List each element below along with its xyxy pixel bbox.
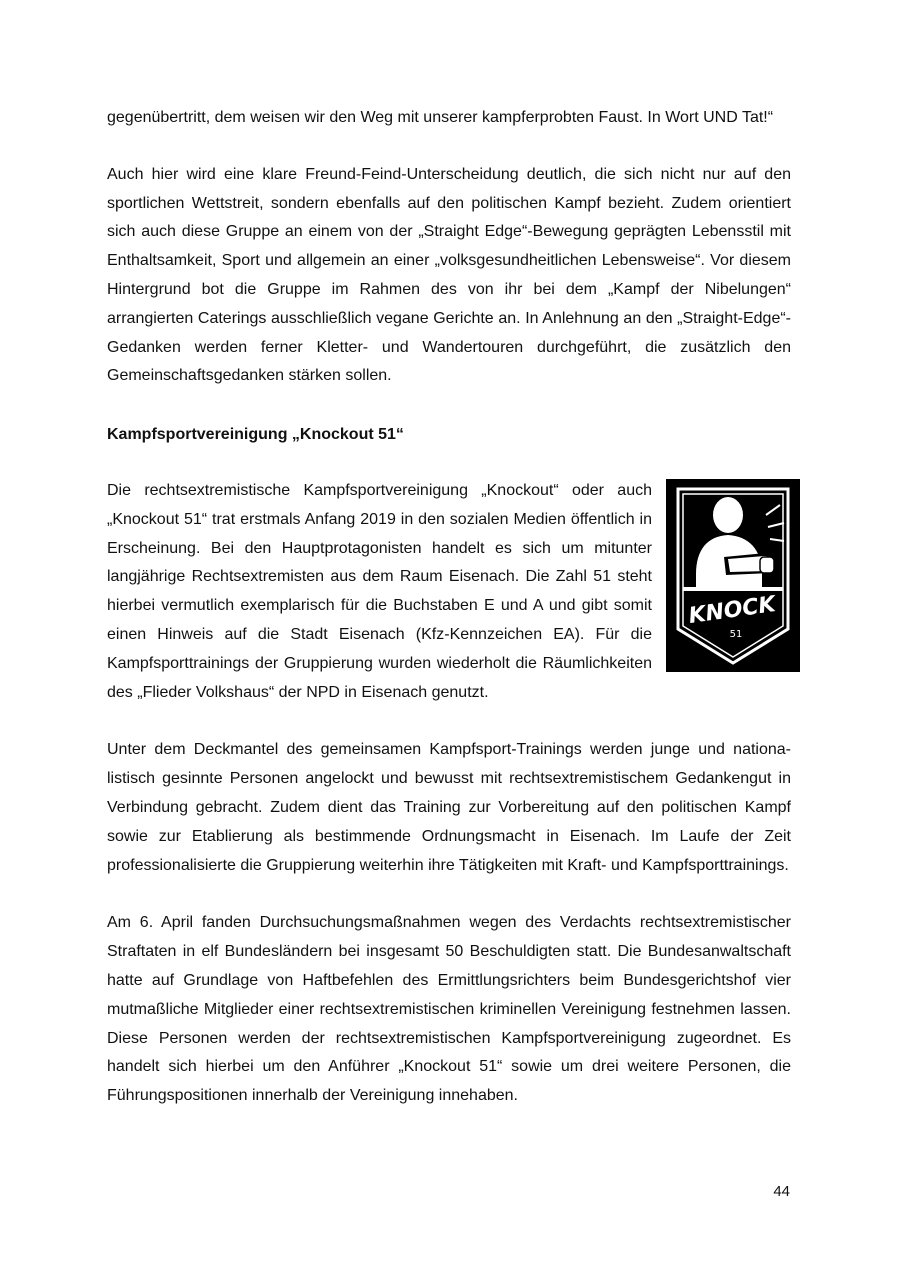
paragraph-knockout-intro: Die rechtsextremistische Kampfsportvereinigung „Knockout“ oder auch „Knockout 51“ trat erstmals Anfang 2019 in den sozialen Medien öffentlich in Erscheinung. Bei den Hauptprotagonisten handelt es sich um mitunter langjährige Rechtsextremisten aus dem Raum Eisenach. Die Zahl 51 steht hierbei vermutlich exemplarisch für die Buchstaben E und A und gibt somit einen Hinweis auf die Stadt Eisenach (Kfz-Kennzeichen EA). Für die Kampfsporttrainings der Gruppierung wurden wiederholt die Räumlichkeiten des „Flieder Volkshaus“ der NPD in Eisenach genutzt. xyxy=(107,481,652,701)
paragraph-raids: Am 6. April fanden Durchsuchungsmaßnahmen wegen des Verdachts rechtsextremistischer Straftaten in elf Bundesländern bei insgesamt 50 Beschuldigten statt. Die Bundesanwaltschaft hatte auf Grundlage von Haftbefehlen des Ermittlungsrichters beim Bundesgerichtshof vier mutmaßliche Mitglieder einer rechtsextremistischen kriminellen Vereinigung festnehmen lassen. Diese Personen werden der rechtsextremistischen Kampfsportvereinigung zugeordnet. Es handelt sich hierbei um den Anführer „Knockout 51“ sowie um drei weitere Personen, die Führungspositionen innerhalb der Vereinigung innehaben. xyxy=(107,914,791,1105)
section-intro-with-logo xyxy=(107,477,791,707)
document-page xyxy=(107,104,791,1111)
section-heading: Kampfsportvereinigung „Knockout 51“ xyxy=(107,426,404,444)
paragraph-straight-edge: Auch hier wird eine klare Freund-Feind-Unterscheidung deutlich, die sich nicht nur auf den sportlichen Wettstreit, sondern ebenfalls auf den politischen Kampf bezieht. Zudem orientiert sich auch diese Gruppe an einem von der „Straight Edge“-Bewegung geprägten Lebensstil mit Enthaltsamkeit, Sport und allgemein an einer „volksgesundheitlichen Lebensweise“. Vor diesem Hintergrund bot die Gruppe im Rahmen des von ihr bei dem „Kampf der Nibelungen“ arrangierten Caterings ausschließlich vegane Gerichte an. In Anlehnung an den „Straight-Edge“-Gedanken werden ferner Kletter- und Wandertouren durchgeführt, die zusätzlich den Gemeinschaftsgedanken stärken sollen. xyxy=(107,165,791,385)
page-number: 44 xyxy=(773,1183,790,1200)
knockout-shield-icon xyxy=(666,479,800,672)
paragraph-training: Unter dem Deckmantel des gemeinsamen Kampfsport-Trainings werden junge und nationalistisch gesinnte Personen angelockt und bewusst mit rechtsextremistischem Gedankengut in Verbindung gebracht. Zudem dient das Training zur Vorbereitung auf den politischen Kampf sowie zur Etablierung als bestimmende Ordnungsmacht in Eisenach. Im Laufe der Zeit professionalisierte die Gruppierung weiterhin ihre Tätigkeiten mit Kraft- und Kampfsporttrainings. xyxy=(107,741,791,874)
logo-knock-text: KNOCK xyxy=(687,592,778,629)
paragraph-quote-ending: gegenübertritt, dem weisen wir den Weg mit unserer kampferprobten Faust. In Wort UND Tat!“ xyxy=(107,109,774,126)
logo-51-text: 51 xyxy=(729,628,743,640)
knockout-logo-image xyxy=(666,479,800,672)
